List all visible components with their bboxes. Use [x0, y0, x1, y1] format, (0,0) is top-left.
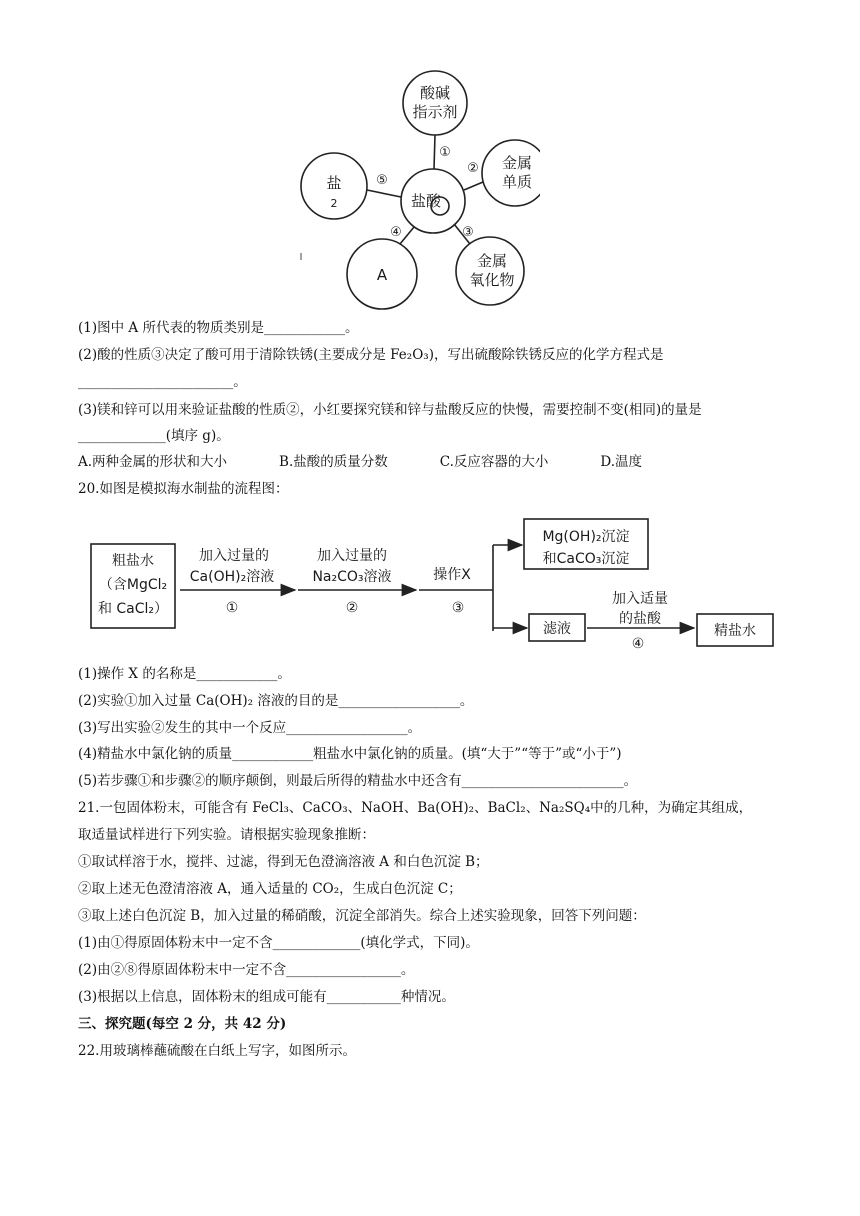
step3-operation: 操作X: [433, 567, 471, 583]
salt-subscript: 2: [330, 197, 338, 210]
crude-brine-label-3: 和 CaCl₂）: [97, 601, 169, 617]
q21-step1: ①取试样溶于水，搅拌、过滤，得到无色澄滴溶液 A 和白色沉淀 B；: [78, 854, 489, 870]
edge-1: [434, 135, 435, 169]
q20-part5: (5)若步骤①和步骤②的顺序颠倒，则最后所得的精盐水中还含有________________________。: [78, 773, 638, 789]
q19-part3-answer: _____________(填序 g)。: [78, 428, 230, 444]
q19-options: [78, 452, 642, 472]
option-d: D.温度: [600, 454, 643, 470]
edge-4-number: ④: [390, 225, 402, 240]
edge-2: [464, 182, 483, 190]
precipitate-label-1: Mg(OH)₂沉淀: [542, 529, 630, 545]
a-label: A: [376, 266, 388, 284]
edge-4: [400, 227, 414, 244]
metal-label-1: 金属: [501, 154, 533, 172]
step2-reagent-2: Na₂CO₃溶液: [312, 569, 392, 585]
step2-number: ②: [345, 600, 359, 616]
crude-brine-label-1: 粗盐水: [112, 553, 154, 569]
section3-heading: 三、探究题(每空 2 分，共 42 分): [78, 1016, 287, 1032]
indicator-label-1: 酸碱: [419, 84, 451, 102]
edge-1-number: ①: [439, 145, 451, 160]
q21-step2: ②取上述无色澄清溶液 A，通入适量的 CO₂，生成白色沉淀 C；: [78, 881, 462, 897]
q19-part2-answer: _______________________。: [78, 374, 247, 390]
q20-part1: (1)操作 X 的名称是____________。: [78, 666, 291, 682]
precipitate-label-2: 和CaCO₃沉淀: [542, 551, 630, 567]
crude-brine-label-2: （含MgCl₂: [98, 577, 168, 593]
salt-flow-diagram: [80, 515, 780, 665]
q19-part1: (1)图中 A 所代表的物质类别是____________。: [78, 320, 359, 336]
oxide-label-2: 氧化物: [469, 271, 515, 289]
q21-step3: ③取上述白色沉淀 B，加入过量的稀硝酸，沉淀全部消失。综合上述实验现象，回答下列问题：: [78, 908, 646, 924]
step4-reagent-1: 加入适量: [612, 591, 668, 607]
q21-part1: (1)由①得原固体粉末中一定不含_____________(填化学式，下同)。: [78, 935, 479, 951]
oxide-label-1: 金属: [476, 252, 508, 270]
edge-3-number: ③: [462, 225, 474, 240]
metal-label-2: 单质: [501, 173, 533, 191]
q20-part3: (3)写出实验②发生的其中一个反应__________________。: [78, 720, 422, 736]
q20-part4: (4)精盐水中氯化钠的质量____________粗盐水中氯化钠的质量。(填“大于”“等于”或“小于”): [78, 746, 622, 762]
edge-5-number: ⑤: [376, 173, 388, 188]
edge-5: [367, 190, 401, 197]
q21-part3: (3)根据以上信息，固体粉末的组成可能有___________种情况。: [78, 989, 455, 1005]
option-b: B.盐酸的质量分数: [279, 454, 388, 470]
q22-stem: 22.用玻璃棒蘸硫酸在白纸上写字，如图所示。: [78, 1043, 356, 1059]
salt-label: 盐: [326, 174, 342, 192]
step2-reagent-1: 加入过量的: [317, 548, 387, 564]
option-a: A.两种金属的形状和大小: [78, 454, 228, 470]
q20-part2: (2)实验①加入过量 Ca(OH)₂ 溶液的目的是__________________。: [78, 693, 474, 709]
q19-part2: (2)酸的性质③决定了酸可用于清除铁锈(主要成分是 Fe₂O₃)，写出硫酸除铁锈反应的化学方程式是: [78, 347, 664, 363]
step1-number: ①: [225, 600, 239, 616]
step1-reagent-1: 加入过量的: [199, 548, 269, 564]
option-c: C.反应容器的大小: [439, 454, 549, 470]
q21-stem-line2: 取适量试样进行下列实验。请根据实验现象推断：: [78, 827, 375, 843]
edge-2-number: ②: [467, 161, 479, 176]
indicator-label-2: 指示剂: [412, 103, 458, 121]
acid-properties-diagram: [290, 60, 540, 315]
center-label: 盐酸: [410, 192, 442, 210]
step3-number: ③: [451, 600, 465, 616]
q21-stem-line1: 21.一包固体粉末，可能含有 FeCl₃、CaCO₃、NaOH、Ba(OH)₂、BaCl₂、Na₂SQ₄中的几种，为确定其组成，: [78, 800, 753, 816]
fine-brine-label: 精盐水: [714, 623, 756, 639]
step4-number: ④: [631, 636, 645, 652]
q19-part3: (3)镁和锌可以用来验证盐酸的性质②，小红要探究镁和锌与盐酸反应的快慢，需要控制不变(相同)的量是: [78, 402, 702, 418]
q21-part2: (2)由②⑧得原固体粉末中一定不含_________________。: [78, 962, 415, 978]
step4-reagent-2: 的盐酸: [619, 611, 661, 627]
filtrate-label: 滤液: [543, 621, 571, 637]
step1-reagent-2: Ca(OH)₂溶液: [189, 569, 275, 585]
q20-title: 20.如图是模拟海水制盐的流程图：: [78, 481, 289, 497]
